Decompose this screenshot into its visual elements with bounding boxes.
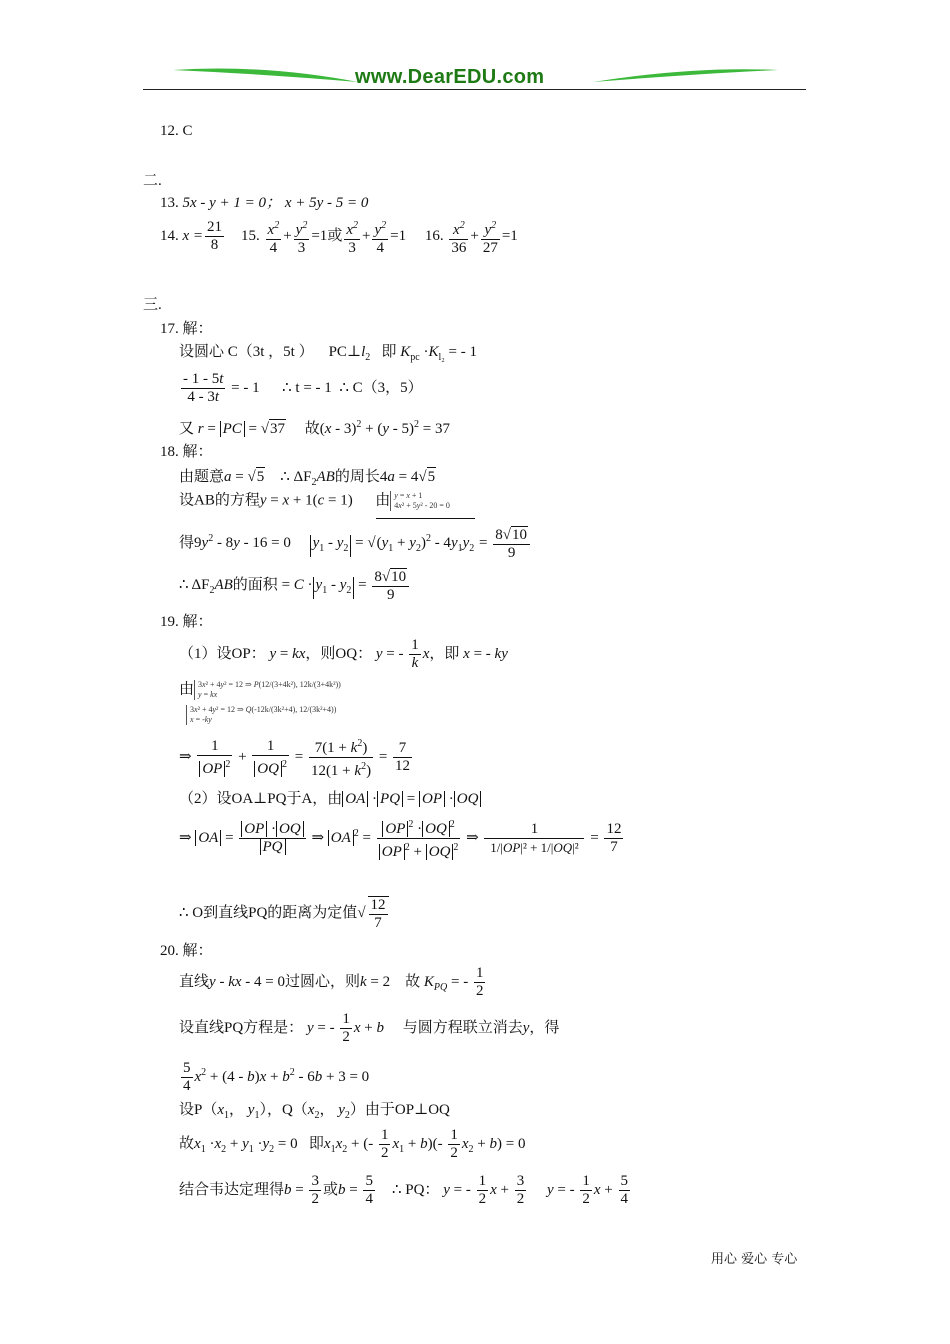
q19-line6: ⇒ OA = $\frac{OP \cdot OQ}{PQ}$ ⇒ OA $^2$ = $\frac{OP ^2 \cdot OQ ^2}{OP ^2 + OQ ^2}$ ⇒ $\frac{1}{\text{1/|OP|² + 1/|OQ|²}}$ = $\frac{12}{7}$ [179,814,625,861]
q20-line3: $\frac{5}{4}$ $x^2 + (4 - b)x + b^2 - 6b + 3 = 0$ [183,1060,370,1095]
q19-line7: ∴ O到直线PQ的距离为定值√ $\frac{12}{7}$ [179,895,391,932]
q18-line1: 由题意a = √5 ∴ $\Delta F_2AB$的周长4a = 4√5 [179,469,436,488]
q17-line3: 又 r = PC = √37 故(x - 3)$^2$ + (y - 5)$^2$ = 37 [179,419,450,437]
q20-line6: 结合韦达定理得b = $\frac{3}{2}$ 或b = $\frac{5}{4}$ ∴ PQ： y = - $\frac{1}{2}$ x + $\frac{3}{2}$ y = - $\frac{1}{2}$ x + $\frac{5}{4}$ [179,1173,628,1208]
q18-line2: 设AB的方程y = x + 1(c = 1) 由 y = x + 1 4x² + 5y² - 20 = 0 [179,491,450,510]
q19-line1: （1）设OP： y = kx，则OQ： y = - $\frac{1}{k}$ x，即 x = - ky [179,637,508,672]
section-3-heading: 三. [143,297,162,313]
q20-heading: 20. 解： [160,943,213,959]
q17-line2: $\frac{- 1 - 5t}{4 - 3t}$ = - 1 ∴ t = - 1 ∴ C（3，5） [183,371,423,406]
q19-line3: 3x² + 4y² = 12 ⇒ Q(-12k/(3k²+4), 12/(3k²+4)) x = -ky [186,705,336,725]
q19-line5: （2）设OA⊥PQ于A，由 OA · PQ = OP · OQ [179,790,481,808]
q18-line3: 得$9y^2 - 8y - 16 = 0$ $y_1 - y_2 = √(y_1 + y_2)^2 - 4y_1y_2$ = $\frac{8√10}{9}$ [179,518,532,569]
answers-14-16: 14. x = $\frac{21}{8}$ 15. $\frac{x^2}{4}$ + $\frac{y^2}{3}$ =1或 $\frac{x^2}{3}$ + $\frac{y^2}{4}$ =1 16. $\frac{x^2}{36}$ + $\frac{y^2}{27}$ =1 [160,216,518,257]
q18-line4: ∴ $\Delta F_2AB$的面积 = $C \cdot y_1 - y_2$ = $\frac{8√10}{9}$ [179,565,411,611]
page-footer: 用心 爱心 专心 [711,1252,798,1267]
q20-line5: 故$x_1 \cdot x_2 + y_1 \cdot y_2 = 0$ 即$x_1x_2$ + (- $\frac{1}{2}$ $x_1 + b)(-$ $\frac{1}{2}$ $x_2 + b) = 0$ [179,1127,526,1162]
q20-line1: 直线y - kx - 4 = 0过圆心，则k = 2 故 $K_{PQ}$ = - $\frac{1}{2}$ [179,965,484,1000]
q17-line1: 设圆心 C（3t ，5t ） $PC\perp l_2$ 即 $K_{pc} \cdot K_{l_2}$ = - 1 [179,344,477,363]
q19-heading: 19. 解： [160,614,213,630]
q18-heading: 18. 解： [160,444,213,460]
answer-13: 13. 5x - y + 1 = 0； x + 5y - 5 = 0 [160,195,369,211]
q17-heading: 17. 解： [160,321,213,337]
q20-line4: 设$P(x_1$， $y_1$），$Q(x_2$， $y_2$）由于OP⊥OQ [179,1102,450,1121]
left-swoosh [173,69,358,83]
q19-line4: ⇒ $\frac{1}{OP ^2}$ + $\frac{1}{OQ ^2}$ = $\frac{7(1 + k^2)}{12(1 + k^2)}$ = $\frac{7}{12}$ [179,735,414,780]
q20-line2: 设直线PQ方程是： y = - $\frac{1}{2}$ x + b 与圆方程联立消去y，得 [179,1011,560,1046]
section-2-heading: 二. [143,173,162,189]
header-rule [143,89,806,90]
answer-12: 12. C [160,123,193,139]
right-swoosh [593,69,778,82]
q19-line2: 由 3x² + 4y² = 12 ⇒ P(12/(3+4k²), 12k/(3+4k²)) y = kx [179,680,341,699]
site-logo-text: www.DearEDU.com [355,66,545,88]
